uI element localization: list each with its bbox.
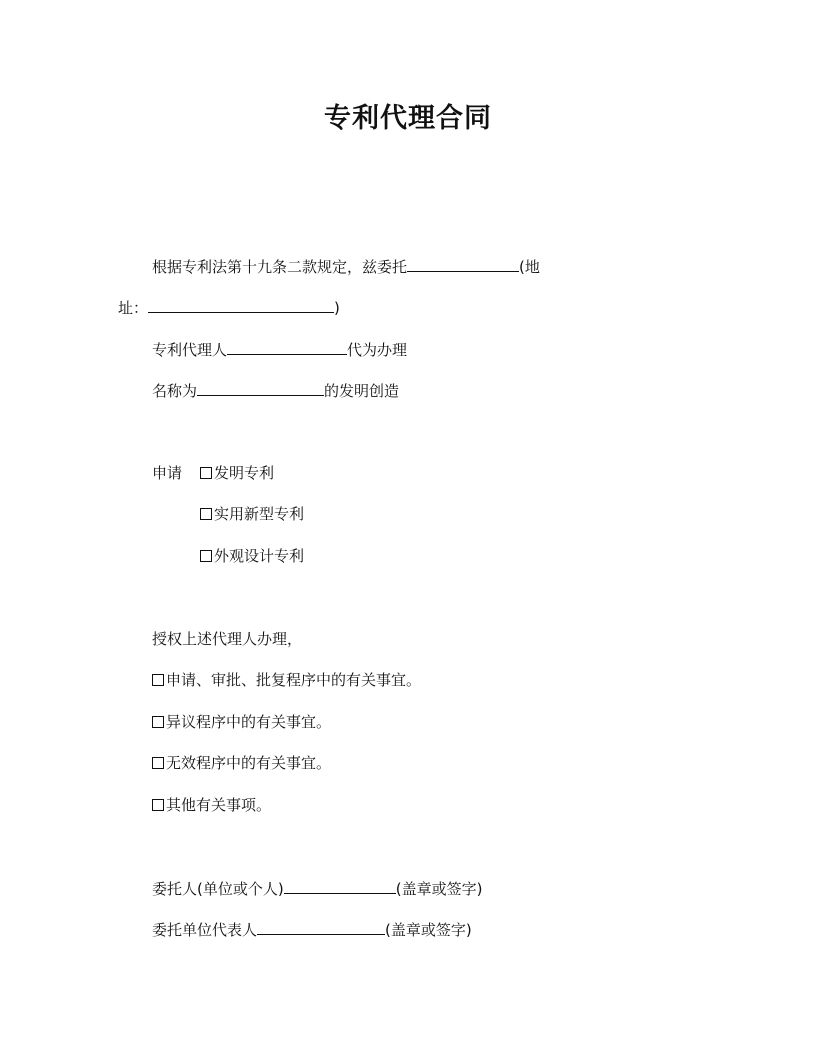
representative-label: 委托单位代表人 — [152, 921, 258, 939]
invention-patent-checkbox[interactable] — [200, 467, 212, 479]
authorize-item-checkbox[interactable] — [152, 799, 164, 811]
authorize-item-label: 无效程序中的有关事宜。 — [166, 754, 332, 772]
apply-option-design — [200, 546, 304, 566]
agent-name-field[interactable] — [227, 339, 347, 355]
apply-option-label: 外观设计专利 — [214, 547, 305, 565]
agent-suffix: 代为办理 — [347, 341, 408, 359]
address-label: 址： — [118, 299, 149, 317]
apply-option-invention — [200, 463, 274, 483]
agent-line — [152, 339, 407, 360]
intro-text: 根据专利法第十九条二款规定，兹委托 — [152, 258, 408, 276]
invention-name-field[interactable] — [197, 380, 324, 396]
authorize-item-label: 异议程序中的有关事宜。 — [166, 713, 332, 731]
representative-signature-field[interactable] — [257, 919, 385, 935]
apply-option-utility — [200, 504, 304, 524]
authorize-item-checkbox[interactable] — [152, 716, 164, 728]
principal-signature-field[interactable] — [284, 878, 396, 894]
representative-seal-note: (盖章或签字) — [385, 921, 472, 939]
agent-label: 专利代理人 — [152, 341, 228, 359]
intro-line — [152, 256, 540, 277]
address-open: (地 — [519, 258, 540, 276]
authorize-item — [152, 753, 331, 773]
authorize-item-checkbox[interactable] — [152, 757, 164, 769]
authorize-item — [152, 795, 271, 815]
utility-model-checkbox[interactable] — [200, 508, 212, 520]
address-close: ) — [334, 299, 340, 317]
design-patent-checkbox[interactable] — [200, 550, 212, 562]
authorize-item — [152, 712, 331, 732]
authorize-item-checkbox[interactable] — [152, 674, 164, 686]
invention-label: 名称为 — [152, 382, 198, 400]
authorize-item-label: 其他有关事项。 — [166, 796, 272, 814]
apply-option-label: 发明专利 — [214, 464, 275, 482]
address-field[interactable] — [148, 297, 334, 313]
principal-seal-note: (盖章或签字) — [395, 880, 483, 898]
principal-signature-line — [152, 878, 482, 899]
representative-signature-line — [152, 919, 472, 940]
authorize-heading: 授权上述代理人办理， — [152, 630, 303, 648]
authorize-item — [152, 670, 421, 690]
principal-label: 委托人(单位或个人) — [152, 880, 284, 898]
address-line — [118, 297, 340, 318]
apply-label: 申请 — [152, 464, 183, 482]
invention-line — [152, 380, 399, 401]
apply-option-label: 实用新型专利 — [214, 505, 305, 523]
document-title: 专利代理合同 — [324, 103, 492, 134]
principal-name-field[interactable] — [407, 256, 519, 272]
invention-suffix: 的发明创造 — [324, 382, 400, 400]
authorize-item-label: 申请、审批、批复程序中的有关事宜。 — [166, 671, 422, 689]
